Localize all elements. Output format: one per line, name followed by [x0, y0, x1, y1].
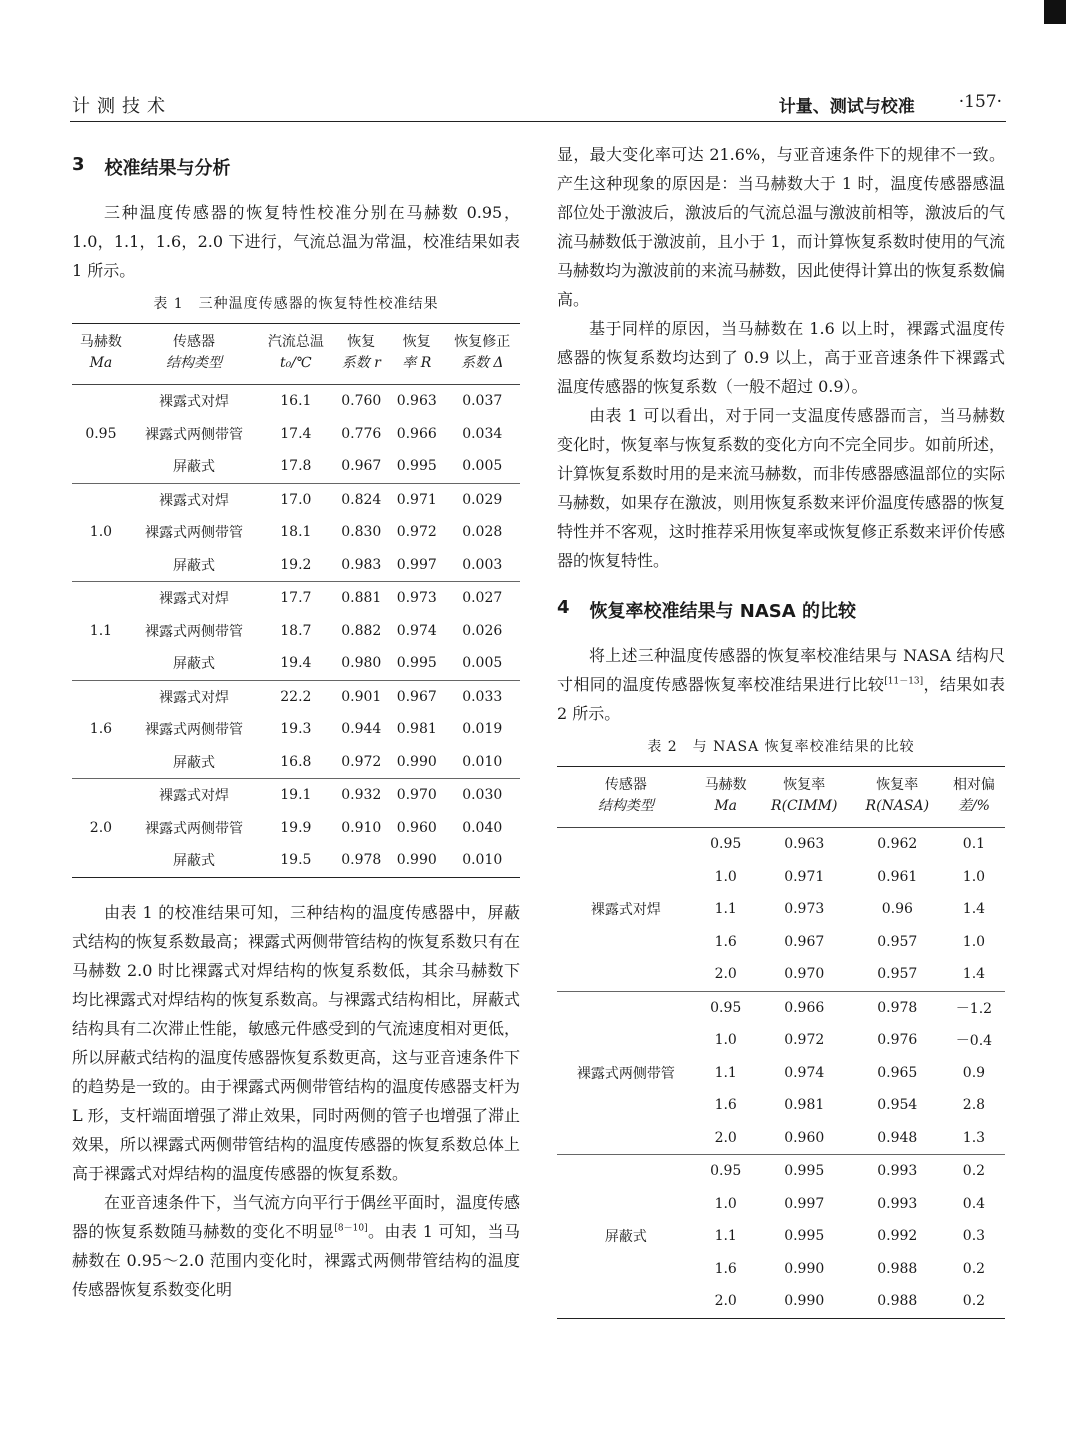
table-cell: 0.973 — [784, 901, 825, 918]
table-cell: 0.932 — [334, 779, 389, 812]
column-header-line: 恢复率 — [783, 777, 826, 793]
section-title: 恢复率校准结果与 NASA 的比较 — [589, 601, 856, 622]
table-cell: 17.4 — [280, 425, 312, 442]
table-row — [72, 615, 520, 648]
table-cell: 0.960 — [396, 819, 437, 836]
table-cell: 0.882 — [341, 622, 382, 639]
column-header-line: 汽流总温 — [267, 334, 324, 350]
table-cell: 0.990 — [784, 1260, 825, 1277]
table-cell: 0.963 — [784, 836, 825, 853]
table-cell: 0.957 — [877, 966, 918, 983]
table-cell: 0.980 — [341, 655, 382, 672]
paragraph-text: 。由表 1 可知，当马赫数在 0.95～2.0 范围内变化时，裸露式两侧带管结构的温度传感器恢复系数变化明 — [72, 1221, 520, 1299]
table-row — [72, 713, 520, 746]
table-cell: 0.981 — [784, 1097, 825, 1114]
table-cell: 裸露式对焊 — [158, 394, 229, 411]
table-cell: 0.019 — [462, 721, 503, 738]
table-cell: 0.967 — [784, 933, 825, 950]
table-cell: 0.4 — [962, 1195, 986, 1212]
section-3-heading — [72, 154, 520, 180]
citation: [11－13] — [884, 676, 924, 687]
table-cell: 0.993 — [877, 1195, 918, 1212]
column-header — [695, 767, 757, 828]
table-1-caption: 表 1 三种温度传感器的恢复特性校准结果 — [153, 296, 439, 312]
table-row — [72, 385, 520, 418]
table-cell: 0.028 — [462, 524, 503, 541]
table-cell: 0.760 — [341, 393, 382, 410]
table-cell: 1.1 — [714, 1228, 737, 1245]
paragraph: 三种温度传感器的恢复特性校准分别在马赫数 0.95，1.0，1.1，1.6，2.0 下进行，气流总温为常温，校准结果如表 1 所示。 — [72, 203, 520, 280]
table-cell: 2.0 — [714, 1293, 737, 1310]
paragraph-text: 将上述三种温度传感器的恢复率校准结果与 NASA 结构尺寸相同的温度传感器恢复率校准结果进行比较 — [557, 646, 1005, 694]
table-1-header — [72, 324, 520, 385]
table-cell: 裸露式对焊 — [130, 483, 258, 516]
table-cell: 0.970 — [389, 779, 444, 812]
table-header-row — [557, 767, 1005, 828]
table-cell: 1.6 — [714, 1260, 737, 1277]
table-cell: 17.8 — [280, 458, 312, 475]
section-name: 计量、测试与校准 — [778, 97, 915, 117]
table-cell: 16.1 — [280, 393, 312, 410]
table-row — [72, 582, 520, 615]
column-header-line: 相对偏 — [952, 777, 995, 793]
table-cell: 裸露式两侧带管 — [144, 623, 243, 640]
table-cell: 0.003 — [462, 556, 503, 573]
table-row — [72, 779, 520, 812]
table-row — [72, 680, 520, 713]
table-cell: 0.963 — [396, 393, 437, 410]
table-cell: 0.040 — [462, 819, 503, 836]
table-cell: 0.961 — [877, 868, 918, 885]
column-header — [72, 324, 130, 385]
table-cell: 1.6 — [72, 680, 130, 779]
table-cell: 0.988 — [877, 1260, 918, 1277]
column-header-line: Ma — [89, 355, 113, 371]
paragraph — [72, 1188, 520, 1304]
table-cell: 0.2 — [962, 1260, 986, 1277]
table-cell: 0.974 — [396, 622, 437, 639]
table-cell: 0.973 — [389, 582, 444, 615]
table-1 — [72, 323, 520, 878]
table-2-body — [557, 828, 1005, 1319]
table-cell: 屏蔽式 — [172, 656, 215, 673]
table-row — [72, 746, 520, 779]
table-cell: 0.981 — [396, 721, 437, 738]
table-cell: 屏蔽式 — [172, 557, 215, 574]
table-cell: 0.010 — [462, 753, 503, 770]
table-cell: 裸露式两侧带管 — [144, 426, 243, 443]
table-cell: 19.1 — [258, 779, 333, 812]
paragraph — [557, 641, 1005, 728]
table-cell: 屏蔽式 — [172, 754, 215, 771]
column-header-line: 恢复率 — [876, 777, 919, 793]
column-header — [943, 767, 1005, 828]
table-cell: 1.0 — [72, 483, 130, 582]
table-cell: 0.971 — [389, 483, 444, 516]
table-cell: 18.7 — [280, 622, 312, 639]
table-cell: 裸露式两侧带管 — [144, 525, 243, 542]
table-cell: 0.037 — [462, 393, 503, 410]
column-header-line: 结构类型 — [597, 798, 654, 814]
table-cell: 0.970 — [784, 966, 825, 983]
citation: [8－10] — [334, 1223, 368, 1234]
table-cell: 0.974 — [784, 1064, 825, 1081]
table-cell: 0.990 — [784, 1293, 825, 1310]
column-header-line: R(CIMM) — [771, 798, 838, 814]
column-header-line: t₀/℃ — [280, 355, 312, 371]
page-number: ·157· — [958, 92, 1002, 112]
table-cell: 1.0 — [714, 1195, 737, 1212]
table-cell: 0.983 — [341, 556, 382, 573]
column-header — [389, 324, 444, 385]
table-cell: 0.972 — [396, 524, 437, 541]
table-cell: 0.966 — [757, 991, 852, 1024]
table-cell: 0.966 — [396, 425, 437, 442]
table-cell: 裸露式对焊 — [130, 582, 258, 615]
table-cell: 19.2 — [280, 556, 312, 573]
table-cell: 0.997 — [784, 1195, 825, 1212]
table-cell: －1.2 — [943, 991, 1005, 1024]
table-cell: 22.2 — [258, 680, 333, 713]
table-cell: 裸露式对焊 — [590, 902, 661, 919]
paragraph-text: 在亚音速条件下，当气流方向平行于偶丝平面时，温度传感器的恢复系数随马赫数的变化不明显 — [72, 1192, 521, 1241]
table-cell: 裸露式两侧带管 — [144, 820, 243, 837]
table-cell: 0.995 — [396, 655, 437, 672]
column-header-line: 系数 r — [341, 355, 381, 371]
table-cell: 0.988 — [877, 1293, 918, 1310]
table-cell: 0.990 — [396, 852, 437, 869]
column-header — [557, 767, 695, 828]
table-cell: 0.965 — [877, 1064, 918, 1081]
table-cell: 0.95 — [695, 1155, 757, 1188]
table-row — [72, 418, 520, 451]
section-number: 3 — [72, 154, 85, 175]
section-4-heading — [557, 597, 1005, 623]
column-header-line: 恢复修正 — [454, 334, 511, 350]
table-cell: 1.0 — [714, 1032, 737, 1049]
table-cell: 0.881 — [334, 582, 389, 615]
running-header — [779, 92, 1002, 117]
table-cell: 2.0 — [72, 779, 130, 878]
table-cell: 1.6 — [714, 933, 737, 950]
table-row — [557, 1155, 1005, 1188]
table-row — [72, 483, 520, 516]
table-cell: 0.96 — [881, 901, 913, 918]
table-cell: 1.1 — [714, 901, 737, 918]
table-cell: 0.95 — [85, 425, 117, 442]
column-header-line: 恢复 — [402, 334, 431, 350]
table-cell: 裸露式两侧带管 — [557, 991, 695, 1155]
table-cell: 0.967 — [341, 458, 382, 475]
header-rule — [70, 121, 1006, 122]
table-cell: 1.4 — [962, 901, 986, 918]
table-cell: 1.0 — [714, 868, 737, 885]
column-header — [130, 324, 258, 385]
column-header — [444, 324, 520, 385]
table-2-caption: 表 2 与 NASA 恢复率校准结果的比较 — [647, 739, 915, 755]
table-cell: 0.972 — [784, 1032, 825, 1049]
table-cell: 0.948 — [877, 1129, 918, 1146]
table-cell: 0.993 — [852, 1155, 943, 1188]
table-cell: 0.901 — [334, 680, 389, 713]
table-cell: 19.5 — [280, 852, 312, 869]
column-header-line: 系数 Δ — [460, 355, 504, 371]
table-cell: －0.4 — [955, 1033, 993, 1050]
table-row — [72, 516, 520, 549]
table-cell: 0.962 — [877, 836, 918, 853]
table-cell: 0.830 — [341, 524, 382, 541]
column-header — [334, 324, 389, 385]
paragraph: 显，最大变化率可达 21.6%，与亚音速条件下的规律不一致。产生这种现象的原因是：当马赫数大于 1 时，温度传感器感温部位处于激波后，激波后的气流总温与激波前相等，激波后的气流马赫数低于激波前，且小于 1，而计算恢复系数时使用的气流马赫数均为激波前的来流马赫数，因此使得计算出的恢复系数偏高。 — [557, 145, 1006, 309]
table-cell: 2.8 — [962, 1097, 986, 1114]
table-cell: 0.027 — [444, 582, 520, 615]
table-cell: 0.910 — [341, 819, 382, 836]
column-header-line: 马赫数 — [79, 334, 122, 350]
journal-name: 计测技术 — [72, 96, 172, 117]
table-cell: 2.0 — [714, 966, 737, 983]
table-row — [557, 828, 1005, 861]
table-cell: 19.9 — [280, 819, 312, 836]
paragraph-text: ，结果如表 2 所示。 — [557, 675, 1005, 723]
column-header-line: 率 R — [402, 355, 432, 371]
table-cell: 19.3 — [280, 721, 312, 738]
table-cell: 裸露式两侧带管 — [144, 722, 243, 739]
table-cell: 0.978 — [852, 991, 943, 1024]
table-cell: 0.030 — [444, 779, 520, 812]
table-cell: 0.029 — [444, 483, 520, 516]
table-cell: 0.010 — [462, 852, 503, 869]
table-cell: 1.0 — [962, 868, 986, 885]
paragraph: 由表 1 的校准结果可知，三种结构的温度传感器中，屏蔽式结构的恢复系数最高；裸露式两侧带管结构的恢复系数只有在马赫数 2.0 时比裸露式对焊结构的恢复系数低，其余马赫数下均比裸露式对焊结构的恢复系数高。与裸露式结构相比，屏蔽式结构具有二次滞止性能，敏感元件感受到的气流速度相对更低，所以屏蔽式结构的温度传感器恢复系数更高，这与亚音速条件下的趋势是一致的。由于裸露式两侧带管结构的温度传感器支杆为 L 形，支杆端面增强了滞止效果，同时两侧的管子也增强了滞止效果，所以裸露式两侧带管结构的温度传感器的恢复系数总体上高于裸露式对焊结构的温度传感器的恢复系数。 — [72, 902, 521, 1183]
table-row — [72, 450, 520, 483]
table-cell: 0.995 — [757, 1155, 852, 1188]
paragraph: 由表 1 可以看出，对于同一支温度传感器而言，当马赫数变化时，恢复率与恢复系数的变化方向不完全同步。如前所述，计算恢复系数时用的是来流马赫数，而非传感器感温部位的实际马赫数，如果存在激波，则用恢复系数来评价温度传感器的恢复特性并不客观，这时推荐采用恢复率或恢复修正系数来评价传感器的恢复特性。 — [557, 406, 1006, 570]
column-header — [757, 767, 852, 828]
table-cell: 屏蔽式 — [557, 1155, 695, 1319]
table-cell: 0.995 — [784, 1228, 825, 1245]
table-cell: 0.005 — [462, 655, 503, 672]
table-cell: 0.033 — [444, 680, 520, 713]
table-cell: 0.2 — [943, 1155, 1005, 1188]
section-number: 4 — [557, 597, 570, 618]
table-cell: 16.8 — [280, 753, 312, 770]
table-cell: 0.005 — [462, 458, 503, 475]
table-cell: 1.1 — [714, 1064, 737, 1081]
table-cell: 1.6 — [714, 1097, 737, 1114]
table-row — [557, 991, 1005, 1024]
table-cell: 屏蔽式 — [172, 459, 215, 476]
table-cell: 0.992 — [877, 1228, 918, 1245]
table-row — [72, 549, 520, 582]
column-header-line: Ma — [714, 798, 738, 814]
table-cell: 裸露式对焊 — [130, 680, 258, 713]
table-cell: 0.026 — [462, 622, 503, 639]
table-cell: 19.4 — [280, 655, 312, 672]
table-cell: 0.034 — [462, 425, 503, 442]
table-cell: 1.0 — [962, 933, 986, 950]
table-2 — [557, 766, 1005, 1319]
table-cell: 17.7 — [258, 582, 333, 615]
column-header — [258, 324, 333, 385]
table-cell: 1.4 — [962, 966, 986, 983]
table-cell: 1.1 — [72, 582, 130, 681]
column-header-line: 传感器 — [604, 777, 647, 793]
table-cell: 17.0 — [258, 483, 333, 516]
column-header-line: 结构类型 — [165, 355, 222, 371]
table-cell: 0.824 — [334, 483, 389, 516]
table-row — [72, 844, 520, 877]
table-cell: 1.3 — [962, 1129, 986, 1146]
table-cell: 0.954 — [877, 1097, 918, 1114]
column-header-line: 传感器 — [172, 334, 215, 350]
table-cell: 0.978 — [341, 852, 382, 869]
table-row — [72, 647, 520, 680]
table-row — [72, 812, 520, 845]
section-title: 校准结果与分析 — [104, 158, 231, 179]
table-cell: 0.990 — [396, 753, 437, 770]
right-column — [557, 140, 1005, 1319]
column-header-line: 马赫数 — [704, 777, 747, 793]
column-header-line: 差/% — [957, 798, 990, 814]
table-cell: 0.3 — [962, 1228, 986, 1245]
column-header-line: R(NASA) — [865, 798, 930, 814]
table-cell: 0.971 — [784, 868, 825, 885]
column-header — [852, 767, 943, 828]
table-cell: 0.776 — [341, 425, 382, 442]
left-column — [72, 140, 520, 1304]
table-cell: 0.967 — [389, 680, 444, 713]
table-cell: 0.995 — [396, 458, 437, 475]
table-cell: 0.976 — [877, 1032, 918, 1049]
table-cell: 0.2 — [962, 1293, 986, 1310]
table-cell: 0.972 — [341, 753, 382, 770]
table-cell: 18.1 — [280, 524, 312, 541]
table-cell: 0.9 — [962, 1064, 986, 1081]
table-cell: 屏蔽式 — [172, 853, 215, 870]
table-cell: 裸露式对焊 — [130, 779, 258, 812]
table-cell: 0.1 — [962, 836, 986, 853]
table-cell: 2.0 — [714, 1129, 737, 1146]
paragraph: 基于同样的原因，当马赫数在 1.6 以上时，裸露式温度传感器的恢复系数均达到了 0.9 以上，高于亚音速条件下裸露式温度传感器的恢复系数（一般不超过 0.9）。 — [557, 319, 1005, 396]
table-cell: 0.95 — [710, 836, 742, 853]
table-cell: 0.960 — [784, 1129, 825, 1146]
table-cell: 0.997 — [396, 556, 437, 573]
table-cell: 0.95 — [695, 991, 757, 1024]
table-2-header — [557, 767, 1005, 828]
table-cell: 0.957 — [877, 933, 918, 950]
column-header-line: 恢复 — [347, 334, 376, 350]
table-1-body — [72, 385, 520, 878]
page-corner-mark — [1044, 0, 1066, 24]
table-cell: 0.944 — [341, 721, 382, 738]
table-header-row — [72, 324, 520, 385]
